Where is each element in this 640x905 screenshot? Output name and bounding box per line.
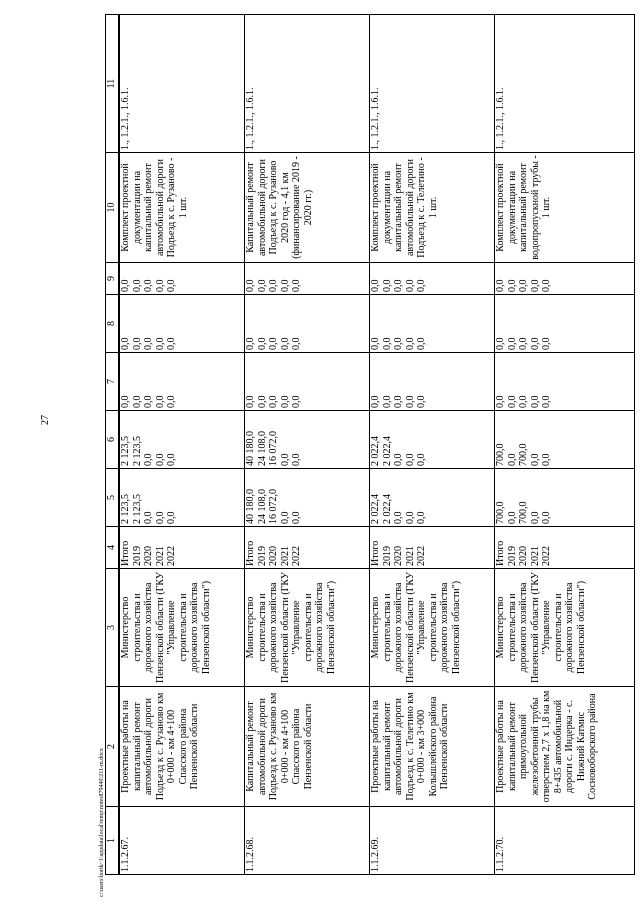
header-cell: 8 (106, 295, 119, 353)
years-value: 2020 (143, 546, 154, 566)
header-row (106, 15, 119, 875)
federal-funding-value: 0,0 (245, 395, 256, 408)
federal-funding (370, 353, 495, 411)
local-funding-value: 0,0 (404, 337, 416, 350)
total-funding-value: 700,0 (495, 501, 506, 524)
federal-funding-value: 0,0 (529, 395, 541, 408)
row-id: 1.1.2.67. (120, 807, 245, 875)
other-funding-value: 0,0 (120, 279, 131, 292)
total-funding-value: 2 123,5 (120, 494, 131, 524)
footer-path: c:\users\borik~1\appdata\local\temp\notes879440\211-m.docx (99, 748, 105, 897)
years-value: 2019 (381, 546, 393, 566)
local-funding-value: 0,0 (245, 337, 256, 350)
other-funding-value: 0,0 (393, 279, 404, 292)
other-funding-value: 0,0 (518, 279, 529, 292)
federal-funding-value: 0,0 (370, 395, 381, 408)
other-funding-value: 0,0 (154, 279, 166, 292)
federal-funding (120, 353, 245, 411)
total-funding-value: 0,0 (541, 511, 552, 524)
other-funding-value: 0,0 (256, 279, 268, 292)
other-funding-value: 0,0 (495, 279, 506, 292)
other-funding-value: 0,0 (541, 279, 552, 292)
header-cell: 1 (106, 807, 119, 875)
regional-funding-value: 2 022,4 (370, 436, 381, 466)
regional-funding-value: 0,0 (143, 453, 154, 466)
page-number: 27 (40, 415, 51, 425)
local-funding-value: 0,0 (166, 337, 177, 350)
expected-result: Комплект проектной документации на капитальный ремонт автомобильной дороги Подъезд к с. Телетино - 1 шт. (370, 153, 495, 263)
regional-funding-value: 0,0 (416, 453, 427, 466)
total-funding (495, 469, 635, 527)
local-funding-value: 0,0 (416, 337, 427, 350)
years (245, 527, 370, 569)
years-value: 2021 (154, 546, 166, 566)
total-funding-value: 2 022,4 (370, 494, 381, 524)
header-cell: 6 (106, 411, 119, 469)
local-funding-value: 0,0 (393, 337, 404, 350)
local-funding-value: 0,0 (381, 337, 393, 350)
total-funding-value: 2 022,4 (381, 494, 393, 524)
federal-funding-value: 0,0 (154, 395, 166, 408)
other-funding-value: 0,0 (291, 279, 302, 292)
total-funding-value: 0,0 (393, 511, 404, 524)
regional-funding-value: 700,0 (518, 443, 529, 466)
total-funding-value: 0,0 (279, 511, 291, 524)
regional-funding-value: 0,0 (393, 453, 404, 466)
table-wrapper (105, 15, 630, 875)
local-funding-value: 0,0 (120, 337, 131, 350)
years-value: 2022 (291, 546, 302, 566)
local-funding-value: 0,0 (518, 337, 529, 350)
regional-funding (370, 411, 495, 469)
local-funding (370, 295, 495, 353)
header-cell: 5 (106, 469, 119, 527)
total-funding-value: 0,0 (143, 511, 154, 524)
regional-funding-value: 0,0 (154, 453, 166, 466)
years-value: 2019 (256, 546, 268, 566)
years-value: 2020 (393, 546, 404, 566)
regional-funding (495, 411, 635, 469)
regional-funding-value: 2 123,5 (131, 436, 143, 466)
regional-funding-value: 0,0 (529, 453, 541, 466)
row-id: 1.1.2.69. (370, 807, 495, 875)
years-value: 2021 (529, 546, 541, 566)
years-value: 2020 (518, 546, 529, 566)
other-funding-value: 0,0 (245, 279, 256, 292)
other-funding (245, 263, 370, 295)
local-funding-value: 0,0 (154, 337, 166, 350)
years-value: 2022 (541, 546, 552, 566)
local-funding (495, 295, 635, 353)
other-funding-value: 0,0 (143, 279, 154, 292)
header-cell: 2 (106, 687, 119, 807)
local-funding-value: 0,0 (279, 337, 291, 350)
executor: Министерство строительства и дорожного хозяйства Пензенской области (ГКУ "Управление строительства и дорожного хозяйства Пензенской области") (245, 569, 370, 687)
local-funding (120, 295, 245, 353)
header-cell: 3 (106, 569, 119, 687)
local-funding-value: 0,0 (529, 337, 541, 350)
other-funding (370, 263, 495, 295)
local-funding-value: 0,0 (506, 337, 518, 350)
local-funding (245, 295, 370, 353)
table-row (370, 15, 495, 875)
total-funding-value: 0,0 (404, 511, 416, 524)
years-value: 2022 (166, 546, 177, 566)
work-name: Проектные работы на капитальный ремонт прямоугольной железобетонной трубы отверстием 2,7 х 1,8 на км 8+435 автомобильной дороги с. Индерка - с. Нижний Катмис Сосновоборского района (495, 687, 635, 807)
federal-funding-value: 0,0 (131, 395, 143, 408)
federal-funding (245, 353, 370, 411)
years-value: Итого (495, 540, 506, 566)
other-funding-value: 0,0 (131, 279, 143, 292)
federal-funding-value: 0,0 (381, 395, 393, 408)
years-value: Итого (370, 540, 381, 566)
regional-funding-value: 0,0 (279, 453, 291, 466)
total-funding-value: 40 180,0 (245, 489, 256, 524)
other-funding-value: 0,0 (370, 279, 381, 292)
federal-funding-value: 0,0 (404, 395, 416, 408)
header-cell: 11 (106, 15, 119, 153)
other-funding-value: 0,0 (166, 279, 177, 292)
row-id: 1.1.2.68. (245, 807, 370, 875)
goal-indicators: 1., 1.2.1., 1.6.1. (495, 15, 635, 153)
table-row (495, 15, 635, 875)
program-table (105, 14, 119, 875)
executor: Министерство строительства и дорожного хозяйства Пензенской области (ГКУ "Управление строительства и дорожного хозяйства Пензенской области") (120, 569, 245, 687)
goal-indicators: 1., 1.2.1., 1.6.1. (370, 15, 495, 153)
total-funding-value: 2 123,5 (131, 494, 143, 524)
total-funding-value: 0,0 (506, 511, 518, 524)
expected-result: Капитальный ремонт автомобильной дороги Подъезд к с. Рузаново 2020 год - 4,1 км (финансирование 2019 - 2020 гг.) (245, 153, 370, 263)
local-funding-value: 0,0 (291, 337, 302, 350)
other-funding-value: 0,0 (404, 279, 416, 292)
other-funding-value: 0,0 (506, 279, 518, 292)
federal-funding-value: 0,0 (268, 395, 279, 408)
total-funding (120, 469, 245, 527)
regional-funding-value: 0,0 (541, 453, 552, 466)
executor: Министерство строительства и дорожного хозяйства Пензенской области (ГКУ "Управление строительства и дорожного хозяйства Пензенской области") (495, 569, 635, 687)
years-value: 2019 (131, 546, 143, 566)
federal-funding-value: 0,0 (279, 395, 291, 408)
total-funding-value: 0,0 (416, 511, 427, 524)
work-name: Проектные работы на капитальный ремонт автомобильной дороги Подъезд к с. Рузаново км 0+000 - км 4+100 Спасского района Пензенской области (120, 687, 245, 807)
row-id: 1.1.2.70. (495, 807, 635, 875)
local-funding-value: 0,0 (256, 337, 268, 350)
local-funding-value: 0,0 (268, 337, 279, 350)
total-funding (245, 469, 370, 527)
executor: Министерство строительства и дорожного хозяйства Пензенской области (ГКУ "Управление строительства и дорожного хозяйства Пензенской области") (370, 569, 495, 687)
header-cell: 4 (106, 527, 119, 569)
years-value: 2022 (416, 546, 427, 566)
regional-funding-value: 16 072,0 (268, 431, 279, 466)
regional-funding-value: 40 180,0 (245, 431, 256, 466)
goal-indicators: 1., 1.2.1., 1.6.1. (245, 15, 370, 153)
regional-funding-value: 0,0 (166, 453, 177, 466)
expected-result: Комплект проектной документации на капитальный ремонт автомобильной дороги Подъезд к с. Рузаново - 1 шт. (120, 153, 245, 263)
federal-funding (495, 353, 635, 411)
federal-funding-value: 0,0 (518, 395, 529, 408)
header-cell: 9 (106, 263, 119, 295)
regional-funding-value: 24 108,0 (256, 431, 268, 466)
federal-funding-value: 0,0 (166, 395, 177, 408)
federal-funding-value: 0,0 (291, 395, 302, 408)
years-value: 2021 (404, 546, 416, 566)
years-value: Итого (245, 540, 256, 566)
program-table-body (119, 14, 635, 875)
federal-funding-value: 0,0 (143, 395, 154, 408)
local-funding-value: 0,0 (131, 337, 143, 350)
years (370, 527, 495, 569)
total-funding (370, 469, 495, 527)
local-funding-value: 0,0 (495, 337, 506, 350)
regional-funding-value: 0,0 (506, 453, 518, 466)
other-funding (495, 263, 635, 295)
federal-funding-value: 0,0 (506, 395, 518, 408)
years-value: Итого (120, 540, 131, 566)
federal-funding-value: 0,0 (256, 395, 268, 408)
total-funding-value: 700,0 (518, 501, 529, 524)
total-funding-value: 0,0 (154, 511, 166, 524)
local-funding-value: 0,0 (370, 337, 381, 350)
table-row (245, 15, 370, 875)
regional-funding (245, 411, 370, 469)
total-funding-value: 16 072,0 (268, 489, 279, 524)
goal-indicators: 1., 1.2.1., 1.6.1. (120, 15, 245, 153)
regional-funding-value: 0,0 (291, 453, 302, 466)
other-funding-value: 0,0 (279, 279, 291, 292)
years (120, 527, 245, 569)
table-row (120, 15, 245, 875)
other-funding (120, 263, 245, 295)
total-funding-value: 0,0 (166, 511, 177, 524)
regional-funding-value: 700,0 (495, 443, 506, 466)
other-funding-value: 0,0 (268, 279, 279, 292)
federal-funding-value: 0,0 (120, 395, 131, 408)
header-cell: 10 (106, 153, 119, 263)
federal-funding-value: 0,0 (393, 395, 404, 408)
header-cell: 7 (106, 353, 119, 411)
regional-funding-value: 2 022,4 (381, 436, 393, 466)
other-funding-value: 0,0 (416, 279, 427, 292)
other-funding-value: 0,0 (529, 279, 541, 292)
regional-funding (120, 411, 245, 469)
total-funding-value: 0,0 (529, 511, 541, 524)
regional-funding-value: 0,0 (404, 453, 416, 466)
years-value: 2021 (279, 546, 291, 566)
total-funding-value: 24 108,0 (256, 489, 268, 524)
regional-funding-value: 2 123,5 (120, 436, 131, 466)
years-value: 2019 (506, 546, 518, 566)
years-value: 2020 (268, 546, 279, 566)
years (495, 527, 635, 569)
federal-funding-value: 0,0 (495, 395, 506, 408)
total-funding-value: 0,0 (291, 511, 302, 524)
local-funding-value: 0,0 (143, 337, 154, 350)
other-funding-value: 0,0 (381, 279, 393, 292)
work-name: Капитальный ремонт автомобильной дороги Подъезд к с. Рузаново км 0+000 - км 4+100 Спасского района Пензенской области (245, 687, 370, 807)
federal-funding-value: 0,0 (416, 395, 427, 408)
local-funding-value: 0,0 (541, 337, 552, 350)
work-name: Проектные работы на капитальный ремонт автомобильной дороги Подъезд к с. Телетино км 0+000 - км 3+000 Колышлейского района Пензенской области (370, 687, 495, 807)
federal-funding-value: 0,0 (541, 395, 552, 408)
expected-result: Комплект проектной документации на капитальный ремонт водопропускной трубы - 1 шт. (495, 153, 635, 263)
